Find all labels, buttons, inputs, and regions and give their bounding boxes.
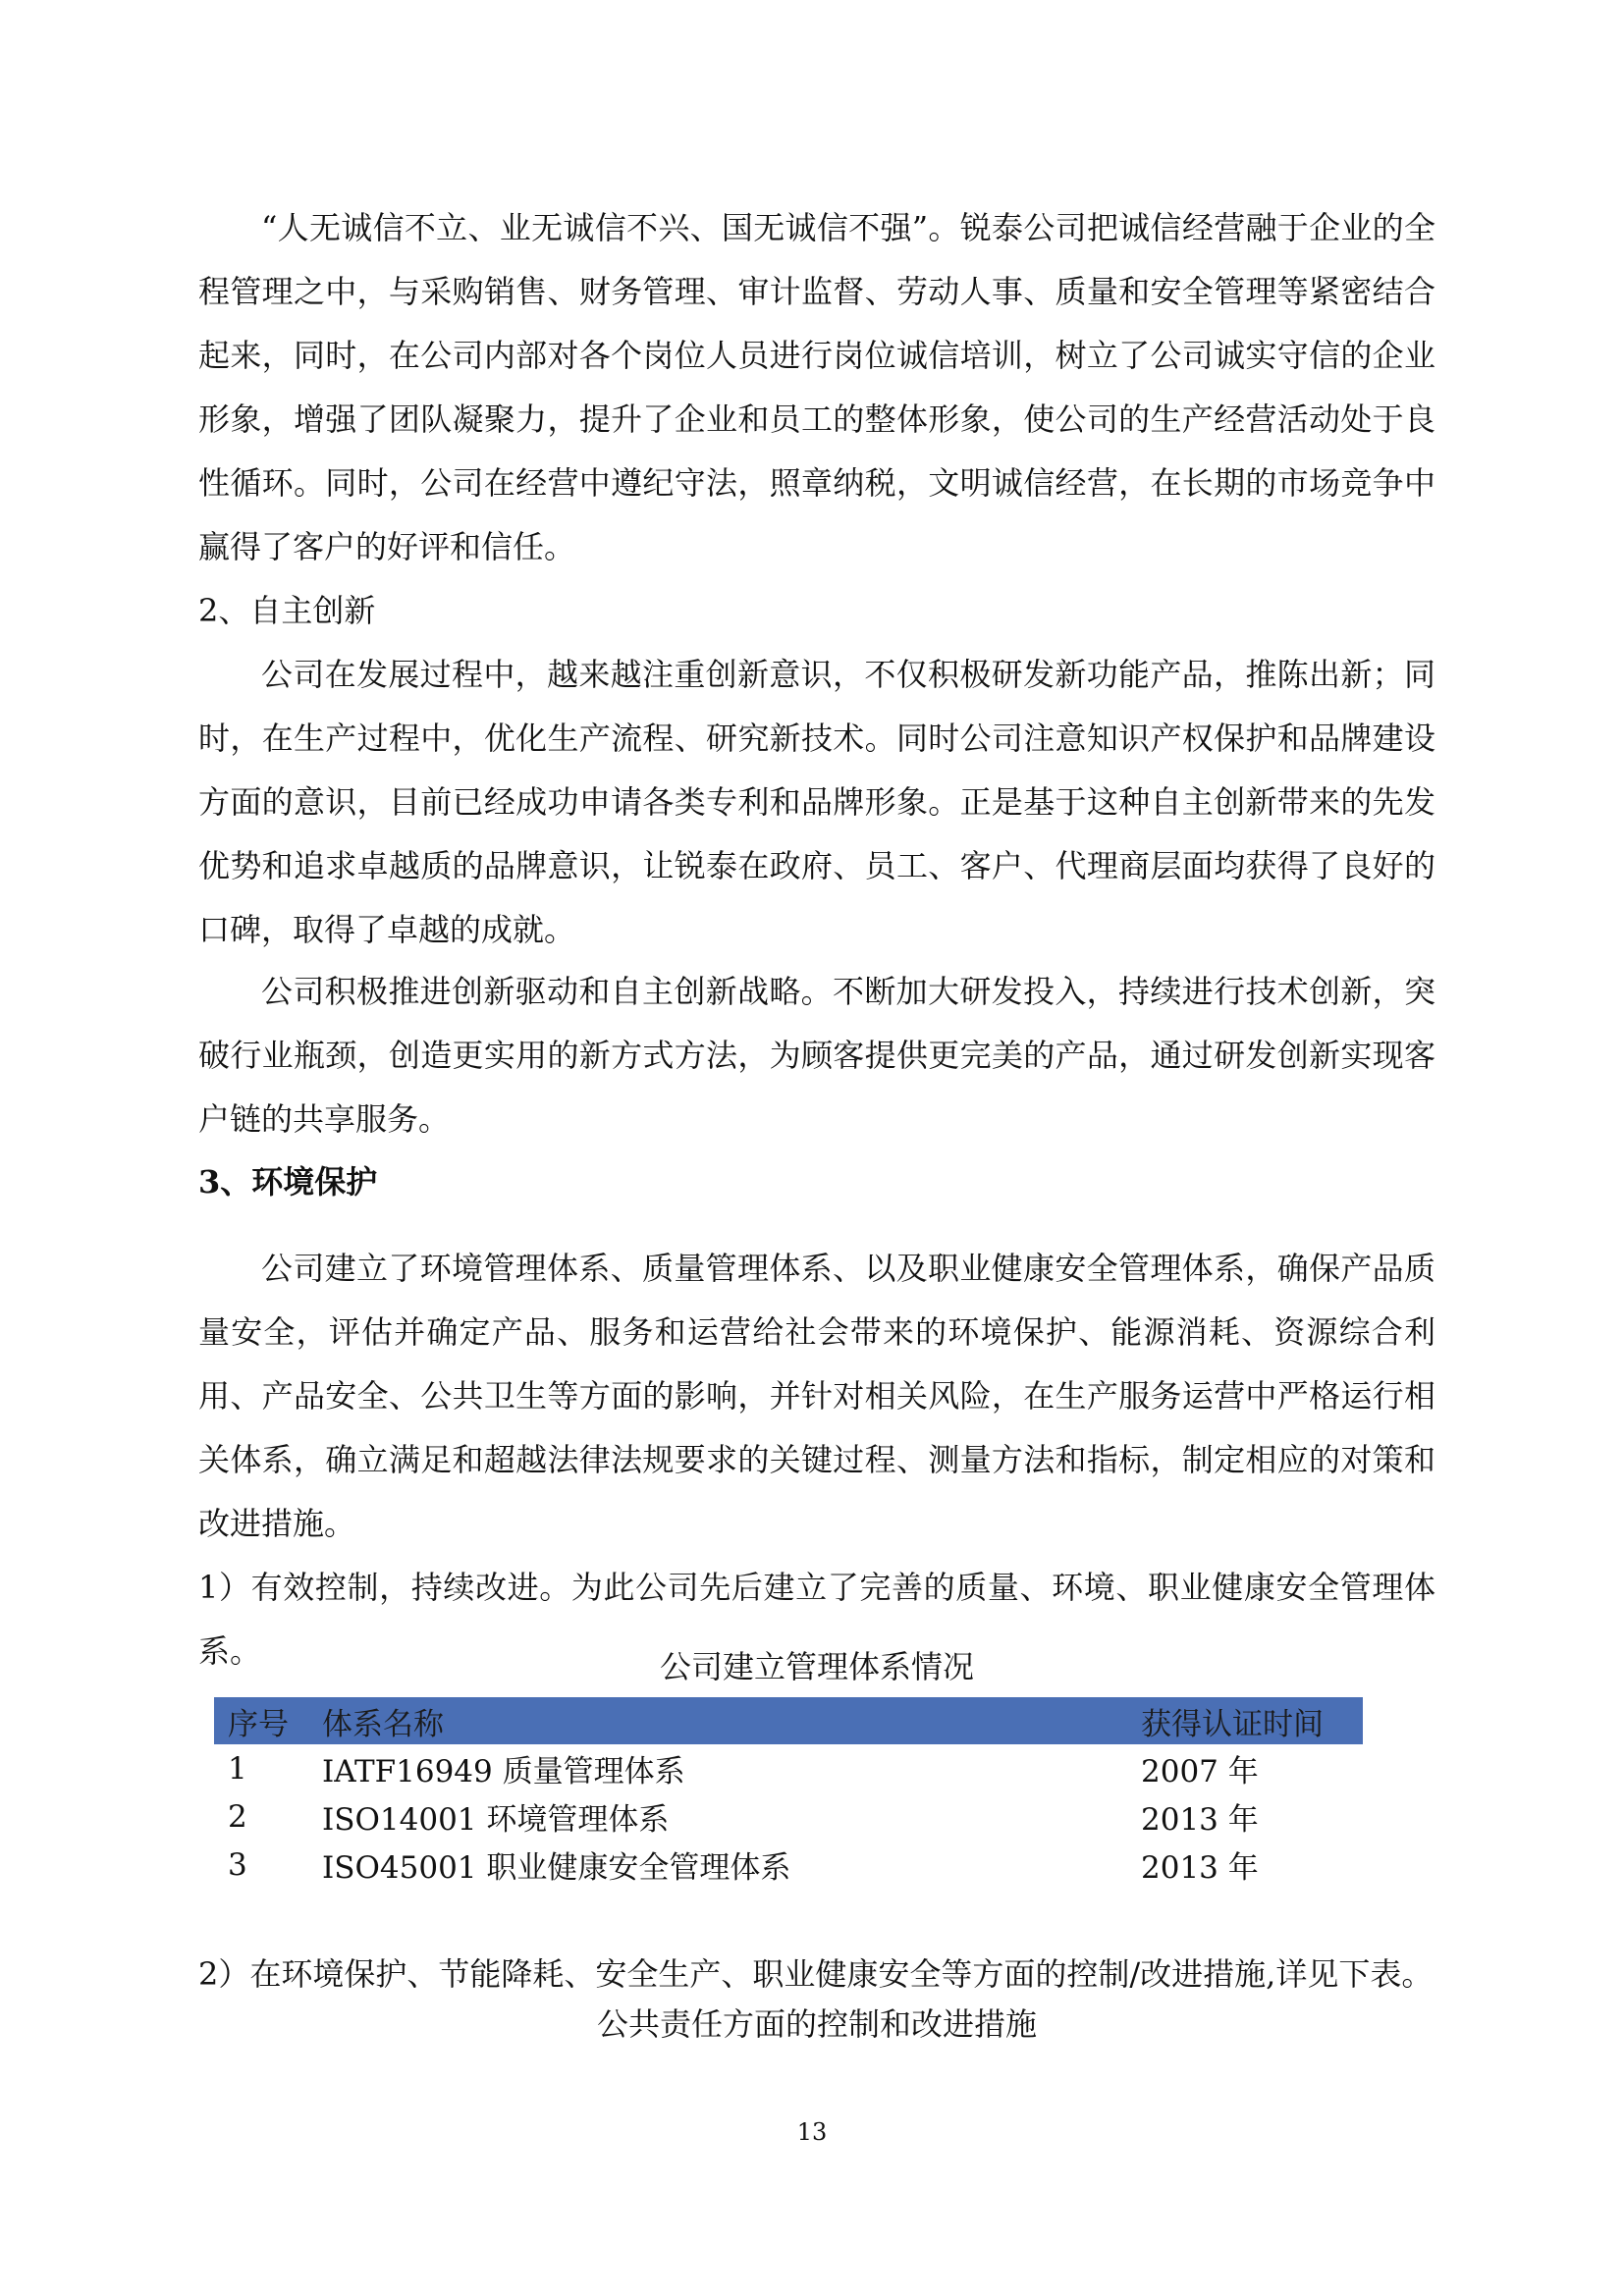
table-caption: 公司建立管理体系情况 [659,1648,974,1685]
header-certification-time: 获得认证时间 [1127,1697,1363,1744]
header-index: 序号 [214,1697,308,1744]
list-item-1: 1）有效控制，持续改进。为此公司先后建立了完善的质量、环境、职业健康安全管理体系。 [198,1569,1435,1670]
table-header-row [214,1697,1363,1744]
heading-environment: 3、环境保护 [198,1163,378,1201]
cell-system-name: ISO14001 环境管理体系 [322,1802,670,1838]
table-row [214,1744,1363,1792]
cell-system-name: ISO45001 职业健康安全管理体系 [322,1850,791,1886]
table-row [214,1841,1363,1889]
cell-certification-time: 2013 年 [1141,1850,1259,1886]
cell-index: 2 [228,1798,247,1835]
paragraph-innovation-1: 公司在发展过程中，越来越注重创新意识，不仅积极研发新功能产品，推陈出新；同时，在生产过程中，优化生产流程、研究新技术。同时公司注意知识产权保护和品牌建设方面的意识，目前已经成功申请各类专利和品牌形象。正是基于这种自主创新带来的先发优势和追求卓越质的品牌意识，让锐泰在政府、员工、客户、代理商层面均获得了良好的口碑，取得了卓越的成就。 [198,656,1435,948]
table-row [214,1792,1363,1841]
cell-certification-time: 2007 年 [1141,1754,1259,1789]
management-system-table [214,1697,1363,1889]
heading-innovation: 2、自主创新 [198,592,376,629]
cell-system-name: IATF16949 质量管理体系 [322,1754,685,1789]
cell-index: 3 [228,1846,247,1883]
header-system-name: 体系名称 [308,1697,1127,1744]
paragraph-integrity: “人无诚信不立、业无诚信不兴、国无诚信不强”。锐泰公司把诚信经营融于企业的全程管理之中，与采购销售、财务管理、审计监督、劳动人事、质量和安全管理等紧密结合起来，同时，在公司内部对各个岗位人员进行岗位诚信培训，树立了公司诚实守信的企业形象，增强了团队凝聚力，提升了企业和员工的整体形象，使公司的生产经营活动处于良性循环。同时，公司在经营中遵纪守法，照章纳税，文明诚信经营，在长期的市场竞争中赢得了客户的好评和信任。 [198,209,1435,565]
paragraph-environment: 公司建立了环境管理体系、质量管理体系、以及职业健康安全管理体系，确保产品质量安全，评估并确定产品、服务和运营给社会带来的环境保护、能源消耗、资源综合利用、产品安全、公共卫生等方面的影响，并针对相关风险，在生产服务运营中严格运行相关体系，确立满足和超越法律法规要求的关键过程、测量方法和指标，制定相应的对策和改进措施。 [198,1250,1435,1542]
cell-index: 1 [228,1750,247,1787]
next-table-caption: 公共责任方面的控制和改进措施 [596,2005,1037,2043]
paragraph-innovation-2: 公司积极推进创新驱动和自主创新战略。不断加大研发投入，持续进行技术创新，突破行业瓶颈，创造更实用的新方式方法，为顾客提供更完美的产品，通过研发创新实现客户链的共享服务。 [198,973,1435,1138]
cell-certification-time: 2013 年 [1141,1802,1259,1838]
page-number: 13 [796,2118,828,2146]
list-item-2: 2）在环境保护、节能降耗、安全生产、职业健康安全等方面的控制/改进措施,详见下表。 [198,1955,1434,1993]
